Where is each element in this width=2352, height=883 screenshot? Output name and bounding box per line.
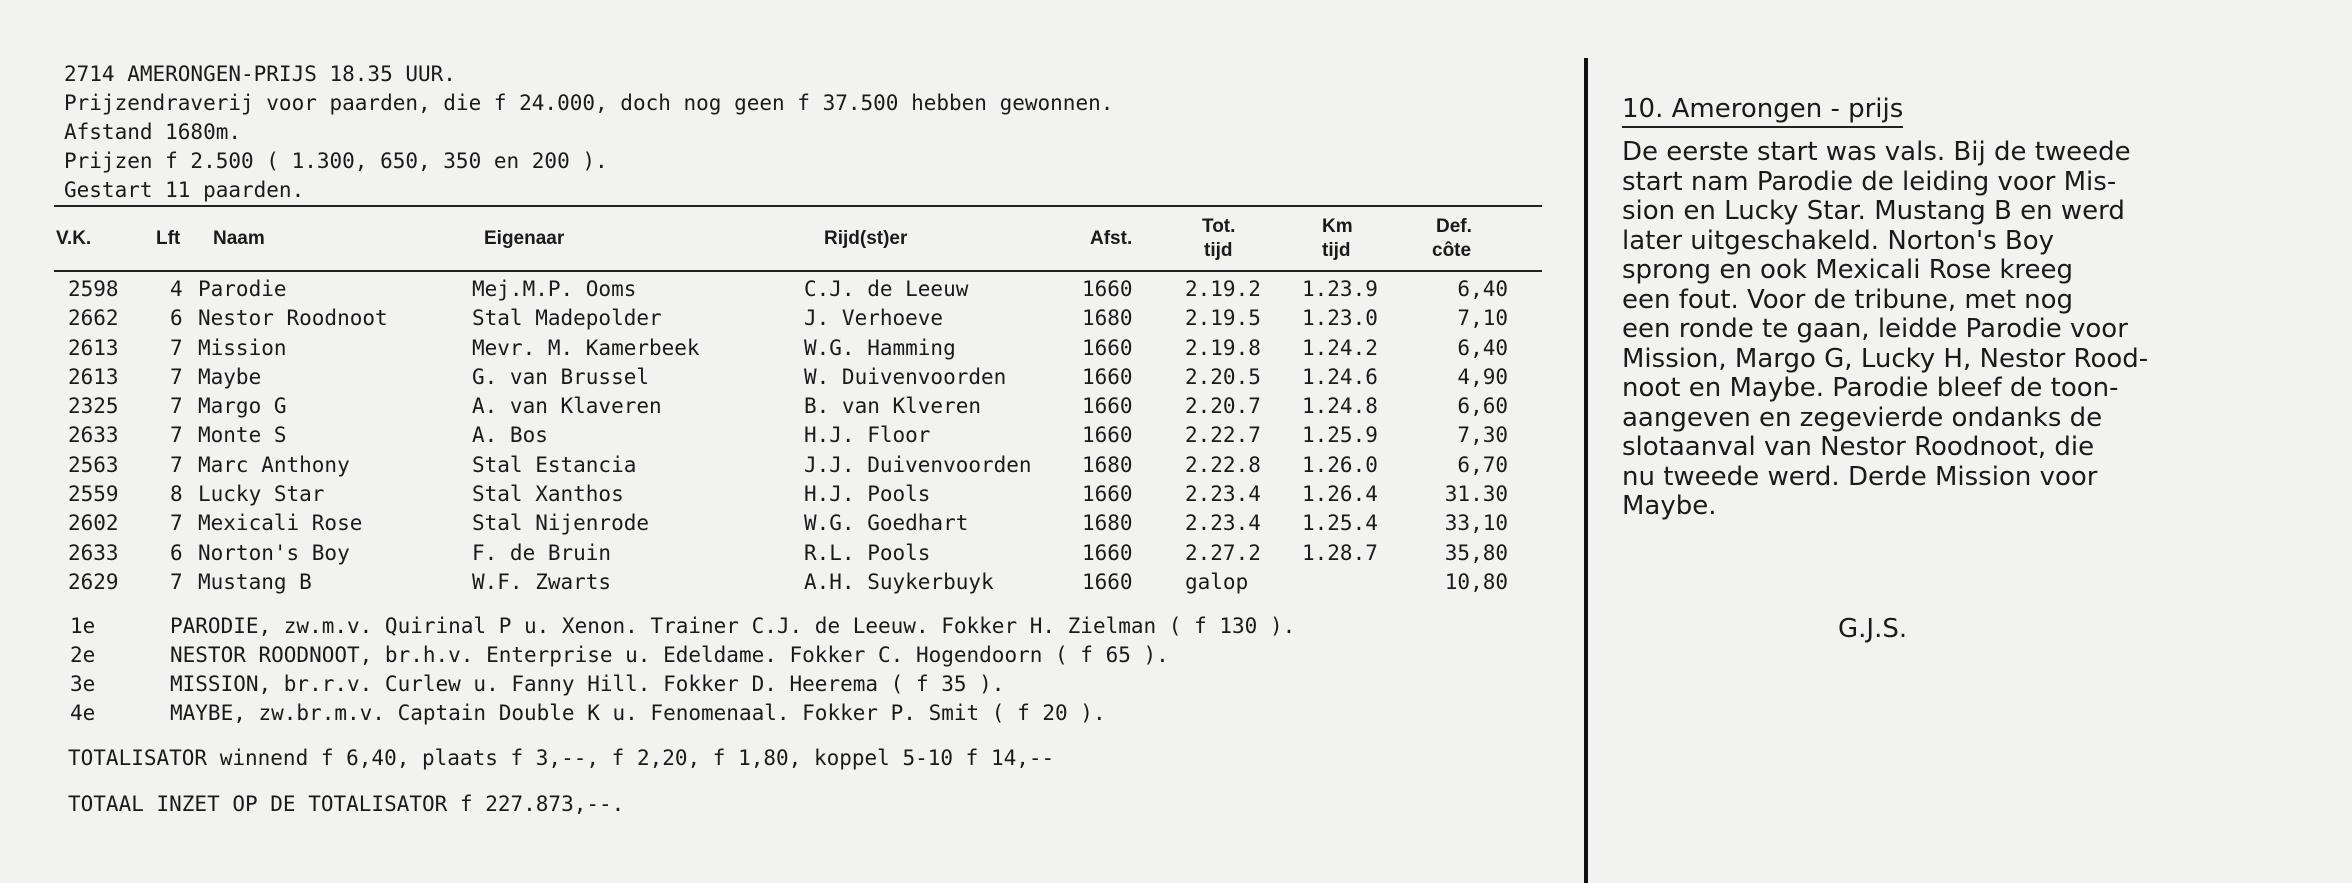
cell-naam: Monte S xyxy=(198,423,287,448)
finish-text: MISSION, br.r.v. Curlew u. Fanny Hill. Fokker D. Heerema ( f 35 ). xyxy=(170,672,1005,696)
cell-eigenaar: A. van Klaveren xyxy=(472,394,662,419)
cell-cote: 33,10 xyxy=(1444,511,1508,536)
cell-cote: 7,10 xyxy=(1457,306,1508,331)
col-afst: Afst. xyxy=(1090,228,1133,249)
cell-eigenaar: A. Bos xyxy=(472,423,548,448)
cell-vk: 2613 xyxy=(68,364,119,389)
table-row xyxy=(0,509,1560,538)
table-row xyxy=(0,421,1560,450)
cell-naam: Parodie xyxy=(198,277,287,301)
cell-lft: 7 xyxy=(170,423,183,448)
cell-afst: 1660 xyxy=(1082,277,1133,301)
cell-afst: 1680 xyxy=(1082,511,1133,536)
table-row xyxy=(0,304,1560,333)
cell-naam: Norton's Boy xyxy=(198,540,350,565)
list-item xyxy=(0,641,1560,670)
table-row xyxy=(0,392,1560,421)
cell-eigenaar: Stal Estancia xyxy=(472,452,637,477)
cell-km: 1.24.2 xyxy=(1302,335,1378,360)
cell-tot: 2.23.4 xyxy=(1185,482,1261,507)
cell-afst: 1660 xyxy=(1082,482,1133,507)
cell-cote: 4,90 xyxy=(1457,364,1508,389)
list-item xyxy=(0,699,1560,728)
report-line: sion en Lucky Star. Mustang B en werd xyxy=(1622,196,2125,226)
cell-naam: Maybe xyxy=(198,364,262,389)
cell-rijder: W.G. Hamming xyxy=(804,335,956,360)
cell-naam: Marc Anthony xyxy=(198,452,350,477)
cell-tot: 2.20.7 xyxy=(1185,394,1261,419)
finish-place: 1e xyxy=(70,614,96,638)
cell-vk: 2602 xyxy=(68,511,119,536)
cell-naam: Lucky Star xyxy=(198,482,325,507)
cell-tot: galop xyxy=(1185,569,1249,594)
report-line: aangeven en zegevierde ondanks de xyxy=(1622,402,2103,433)
cell-cote: 35,80 xyxy=(1444,540,1508,565)
cell-rijder: A.H. Suykerbuyk xyxy=(804,569,994,594)
cell-lft: 4 xyxy=(170,277,183,301)
cell-vk: 2633 xyxy=(68,423,119,448)
cell-cote: 6,70 xyxy=(1457,452,1508,477)
cell-cote: 31.30 xyxy=(1444,482,1508,507)
race-conditions: Prijzendraverij voor paarden, die f 24.000, doch nog geen f 37.500 hebben gewonnen. xyxy=(64,91,1114,115)
table-row xyxy=(0,451,1560,480)
cell-eigenaar: G. van Brussel xyxy=(472,364,650,389)
report-text xyxy=(1622,138,2262,522)
table-row xyxy=(0,275,1560,304)
cell-tot: 2.19.5 xyxy=(1185,306,1261,331)
cell-afst: 1660 xyxy=(1082,335,1133,360)
col-def-1: Def. xyxy=(1436,216,1472,237)
cell-eigenaar: Stal Xanthos xyxy=(472,482,624,507)
list-item xyxy=(0,612,1560,641)
cell-lft: 7 xyxy=(170,394,183,419)
cell-afst: 1660 xyxy=(1082,540,1133,565)
finish-place: 2e xyxy=(70,643,96,667)
cell-km: 1.28.7 xyxy=(1302,540,1378,565)
col-rijder: Rijd(st)er xyxy=(824,228,908,249)
table-row xyxy=(0,568,1560,597)
cell-tot: 2.23.4 xyxy=(1185,511,1261,536)
cell-rijder: W. Duivenvoorden xyxy=(804,364,1007,389)
cell-eigenaar: Stal Nijenrode xyxy=(472,511,650,536)
race-prizes: Prijzen f 2.500 ( 1.300, 650, 350 en 200 ). xyxy=(64,149,608,173)
cell-km: 1.24.6 xyxy=(1302,364,1378,389)
cell-afst: 1660 xyxy=(1082,569,1133,594)
cell-tot: 2.19.8 xyxy=(1185,335,1261,360)
cell-vk: 2598 xyxy=(68,277,119,301)
cell-lft: 7 xyxy=(170,569,183,594)
report-signature: G.J.S. xyxy=(1838,614,1908,644)
column-divider xyxy=(1584,58,1588,883)
cell-vk: 2629 xyxy=(68,569,119,594)
report-line: sprong en ook Mexicali Rose kreeg xyxy=(1622,255,2074,285)
finish-place: 4e xyxy=(70,701,96,725)
table-header xyxy=(0,214,1560,270)
race-starters: Gestart 11 paarden. xyxy=(64,178,305,202)
report-title: 10. Amerongen - prijs xyxy=(1622,94,1903,128)
cell-vk: 2563 xyxy=(68,452,119,477)
col-tot-2: tijd xyxy=(1204,240,1233,261)
table-row xyxy=(0,363,1560,392)
col-tot-1: Tot. xyxy=(1202,216,1236,237)
cell-afst: 1680 xyxy=(1082,306,1133,331)
table-top-rule xyxy=(54,205,1542,207)
cell-rijder: J. Verhoeve xyxy=(804,306,944,331)
cell-afst: 1680 xyxy=(1082,452,1133,477)
cell-lft: 7 xyxy=(170,335,183,360)
finish-text: MAYBE, zw.br.m.v. Captain Double K u. Fenomenaal. Fokker P. Smit ( f 20 ). xyxy=(170,701,1106,725)
col-vk: V.K. xyxy=(56,228,92,249)
cell-km: 1.23.0 xyxy=(1302,306,1378,331)
cell-tot: 2.22.8 xyxy=(1185,452,1261,477)
table-header-rule xyxy=(54,270,1542,272)
cell-naam: Margo G xyxy=(198,394,287,419)
cell-naam: Mission xyxy=(198,335,287,360)
cell-km: 1.26.4 xyxy=(1302,482,1378,507)
cell-eigenaar: Mevr. M. Kamerbeek xyxy=(472,335,700,360)
cell-cote: 6,60 xyxy=(1457,394,1508,419)
cell-afst: 1660 xyxy=(1082,394,1133,419)
cell-lft: 6 xyxy=(170,540,183,565)
col-naam: Naam xyxy=(213,228,265,249)
cell-rijder: W.G. Goedhart xyxy=(804,511,969,536)
report-line: nu tweede werd. Derde Mission voor xyxy=(1622,461,2098,492)
cell-lft: 6 xyxy=(170,306,183,331)
report-line: een fout. Voor de tribune, met nog xyxy=(1622,284,2074,315)
cell-lft: 8 xyxy=(170,482,183,507)
cell-km: 1.26.0 xyxy=(1302,452,1378,477)
cell-rijder: R.L. Pools xyxy=(804,540,931,565)
cell-rijder: J.J. Duivenvoorden xyxy=(804,452,1032,477)
cell-cote: 6,40 xyxy=(1457,335,1508,360)
race-title: 2714 AMERONGEN-PRIJS 18.35 UUR. xyxy=(64,62,456,86)
cell-rijder: C.J. de Leeuw xyxy=(804,277,969,301)
cell-lft: 7 xyxy=(170,511,183,536)
finish-text: NESTOR ROODNOOT, br.h.v. Enterprise u. Edeldame. Fokker C. Hogendoorn ( f 65 ). xyxy=(170,643,1169,667)
totaal-line: TOTAAL INZET OP DE TOTALISATOR f 227.873,--. xyxy=(68,792,625,816)
cell-naam: Nestor Roodnoot xyxy=(198,306,388,331)
finish-list xyxy=(0,612,1560,728)
cell-vk: 2559 xyxy=(68,482,119,507)
cell-naam: Mexicali Rose xyxy=(198,511,363,536)
finish-place: 3e xyxy=(70,672,96,696)
cell-eigenaar: W.F. Zwarts xyxy=(472,569,612,594)
col-def-2: côte xyxy=(1432,240,1472,261)
cell-cote: 10,80 xyxy=(1444,569,1508,594)
cell-cote: 7,30 xyxy=(1457,423,1508,448)
table-row xyxy=(0,334,1560,363)
cell-tot: 2.27.2 xyxy=(1185,540,1261,565)
results-table xyxy=(0,275,1560,597)
table-row xyxy=(0,539,1560,568)
race-distance: Afstand 1680m. xyxy=(64,120,242,144)
col-km-2: tijd xyxy=(1322,240,1351,261)
col-km-1: Km xyxy=(1322,216,1353,237)
cell-lft: 7 xyxy=(170,364,183,389)
cell-km: 1.23.9 xyxy=(1302,277,1378,301)
race-header xyxy=(64,60,1113,205)
col-eigenaar: Eigenaar xyxy=(484,228,565,249)
cell-vk: 2325 xyxy=(68,394,119,419)
cell-km: 1.24.8 xyxy=(1302,394,1378,419)
cell-eigenaar: Stal Madepolder xyxy=(472,306,662,331)
report-line: een ronde te gaan, leidde Parodie voor xyxy=(1622,314,2128,344)
cell-eigenaar: Mej.M.P. Ooms xyxy=(472,277,637,301)
report-line: De eerste start was vals. Bij de tweede xyxy=(1622,137,2131,167)
cell-vk: 2633 xyxy=(68,540,119,565)
cell-tot: 2.22.7 xyxy=(1185,423,1261,448)
report-line: start nam Parodie de leiding voor Mis- xyxy=(1622,166,2117,197)
list-item xyxy=(0,670,1560,699)
cell-vk: 2613 xyxy=(68,335,119,360)
cell-km: 1.25.4 xyxy=(1302,511,1378,536)
report-line: noot en Maybe. Parodie bleef de toon- xyxy=(1622,373,2119,403)
cell-naam: Mustang B xyxy=(198,569,312,594)
cell-rijder: H.J. Floor xyxy=(804,423,931,448)
cell-vk: 2662 xyxy=(68,306,119,331)
report-line: Maybe. xyxy=(1622,491,1717,521)
report-line: later uitgeschakeld. Norton's Boy xyxy=(1622,225,2055,256)
cell-rijder: H.J. Pools xyxy=(804,482,931,507)
cell-tot: 2.20.5 xyxy=(1185,364,1261,389)
report-line: slotaanval van Nestor Roodnoot, die xyxy=(1622,432,2095,462)
cell-cote: 6,40 xyxy=(1457,277,1508,301)
cell-lft: 7 xyxy=(170,452,183,477)
finish-text: PARODIE, zw.m.v. Quirinal P u. Xenon. Trainer C.J. de Leeuw. Fokker H. Zielman ( f 130 ). xyxy=(170,614,1296,638)
cell-eigenaar: F. de Bruin xyxy=(472,540,612,565)
table-row xyxy=(0,480,1560,509)
cell-afst: 1660 xyxy=(1082,423,1133,448)
cell-afst: 1660 xyxy=(1082,364,1133,389)
totalisator-line: TOTALISATOR winnend f 6,40, plaats f 3,--, f 2,20, f 1,80, koppel 5-10 f 14,-- xyxy=(68,746,1055,770)
report-line: Mission, Margo G, Lucky H, Nestor Rood- xyxy=(1622,343,2149,374)
col-lft: Lft xyxy=(156,228,181,249)
cell-km: 1.25.9 xyxy=(1302,423,1378,448)
cell-tot: 2.19.2 xyxy=(1185,277,1261,301)
cell-rijder: B. van Klveren xyxy=(804,394,982,419)
